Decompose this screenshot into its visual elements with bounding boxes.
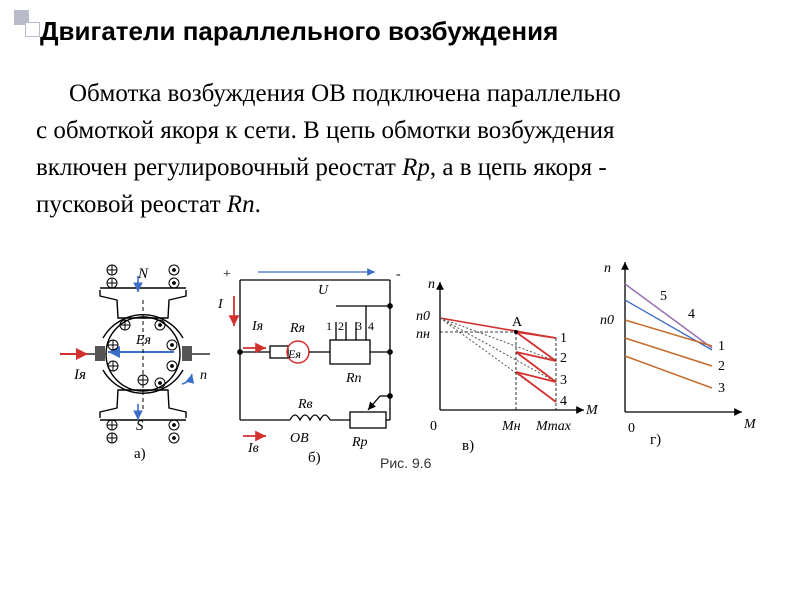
g-n0-label: n0 [600,313,614,328]
figure-caption: Рис. 9.6 [380,455,432,471]
ra-resistor [270,346,288,358]
rp-rheostat [350,412,386,428]
panel-a [60,265,210,462]
pole-s-label: S [136,418,144,434]
g-line-5 [625,284,712,348]
panel-b [234,272,392,436]
panel-g-label: г) [650,432,662,448]
panel-v [440,282,584,410]
step-3: 3 [356,319,362,333]
g-curve-2: 2 [718,359,725,374]
v-point-a: A [512,315,523,330]
rn-rheostat [330,340,370,364]
slide-title: Двигатели параллельного возбуждения [40,16,559,46]
v-curve-2: 2 [560,351,567,366]
rp-slider [368,396,380,410]
panel-a-label: а) [134,446,146,462]
speed-arrow [182,374,192,384]
i-label: I [218,297,223,312]
paragraph-line-3a: включен регулировочный реостат [36,154,403,181]
ov-label: ОВ [290,431,309,446]
rv-label: Rв [298,397,313,412]
g-curve-3: 3 [718,381,725,396]
minus-label: - [396,267,401,282]
v-mmax-label: Mmax [536,419,571,434]
field-winding [290,415,330,420]
iv-label: Iв [248,441,259,456]
paragraph-line-3b: , а в цепь якоря - [429,154,607,181]
g-curve-4: 4 [688,307,695,322]
panel-v-text [416,277,599,454]
v-m-label: M [586,403,598,418]
brush-right [182,346,192,361]
g-line-3 [625,356,712,388]
g-m-label: M [744,417,756,432]
plus-label: + [223,267,231,282]
v-nn-label: nн [416,327,430,342]
ra-label: Rя [290,321,306,336]
paragraph-line-1: Обмотка возбуждения ОВ подключена параллельно [69,80,621,107]
paragraph-line-2: с обмоткой якоря к сети. В цепь обмотки возбуждения [36,117,615,144]
terminal-symbols [107,265,179,443]
emf-label: Eя [136,333,152,348]
g-origin: 0 [628,421,635,436]
brush-left [95,346,105,361]
step-4: 4 [368,319,374,333]
g-curve-5: 5 [660,289,667,304]
v-mn-label: Mн [502,419,521,434]
rp-symbol: Rp [402,154,430,181]
paragraph-line-4b: . [254,191,261,218]
v-curve-3: 3 [560,373,567,388]
step-1: 1 [326,319,332,333]
v-curve-4: 4 [560,394,567,409]
g-n-label: n [604,261,611,276]
u-label: U [318,283,329,298]
ia-label: Iя [74,367,86,383]
rn-label-b: Rп [346,371,362,386]
v-n0-label: n0 [416,309,430,324]
emf-label-b: Eя [288,347,301,361]
ia-label-b: Iя [252,319,264,334]
panel-b-label: б) [308,450,321,466]
v-curve-1: 1 [560,331,567,346]
rp-label-b: Rр [352,435,368,450]
speed-label: n [200,368,207,383]
panel-v-label: в) [462,438,475,454]
v-n-label: n [428,277,435,292]
paragraph-line-4a: пусковой реостат [36,191,227,218]
g-curve-1: 1 [718,339,725,354]
v-start-zigzag [516,332,556,402]
pole-n-label: N [138,266,149,282]
v-origin: 0 [430,419,437,434]
rn-symbol: Rп [226,191,255,218]
step-2: 2 [338,319,344,333]
